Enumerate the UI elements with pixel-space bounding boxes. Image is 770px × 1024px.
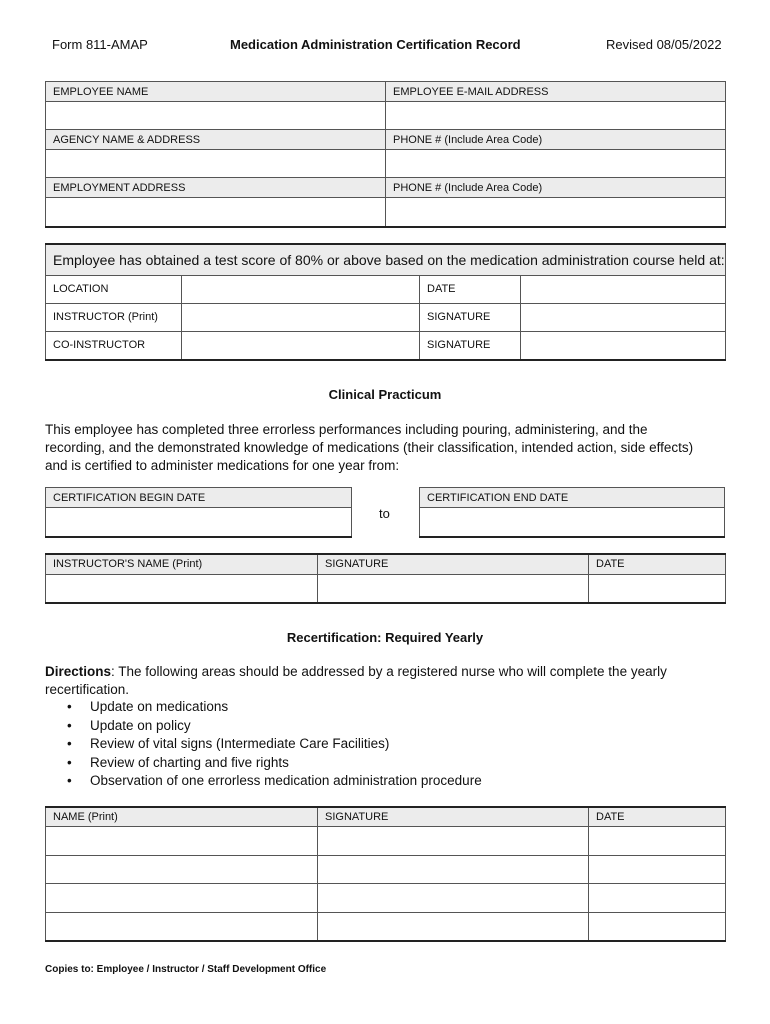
instructor-name-field[interactable] [46, 574, 318, 603]
recertification-signoff-table [45, 806, 726, 942]
phone-field-1[interactable] [386, 150, 726, 178]
table-row [46, 883, 726, 912]
page-title: Medication Administration Certification Record [230, 37, 521, 52]
begin-date-field[interactable] [46, 508, 352, 537]
date-label: DATE [589, 554, 726, 574]
name-label: NAME (Print) [46, 807, 318, 826]
directions-label: Directions [45, 664, 112, 679]
list-item: • Observation of one errorless medication administration procedure [45, 772, 745, 791]
to-label: to [379, 506, 390, 521]
directions-text-2: recertification. [45, 682, 130, 697]
signature-field[interactable] [318, 912, 589, 941]
co-instructor-signature-field[interactable] [521, 331, 726, 360]
employee-name-label: EMPLOYEE NAME [46, 82, 386, 102]
signature-label: SIGNATURE [318, 554, 589, 574]
location-field[interactable] [182, 275, 420, 303]
date-field[interactable] [589, 883, 726, 912]
form-number: Form 811-AMAP [52, 37, 148, 52]
instructor-signature-field[interactable] [521, 303, 726, 331]
practicum-line: recording, and the demonstrated knowledge of medications (their classification, intended action, side effects) [45, 440, 694, 455]
clinical-practicum-heading: Clinical Practicum [328, 387, 442, 402]
list-item: • Review of vital signs (Intermediate Care Facilities) [45, 735, 745, 754]
list-item: • Update on medications [45, 698, 745, 717]
practicum-line: This employee has completed three errorless performances including pouring, administering, and the [45, 422, 648, 437]
date-label: DATE [589, 807, 726, 826]
signature-label: SIGNATURE [420, 331, 521, 360]
employee-name-field[interactable] [46, 102, 386, 130]
table-row [46, 855, 726, 883]
instructor-name-label: INSTRUCTOR'S NAME (Print) [46, 554, 318, 574]
name-field[interactable] [46, 912, 318, 941]
table-row [46, 912, 726, 941]
signature-field[interactable] [318, 855, 589, 883]
employee-email-field[interactable] [386, 102, 726, 130]
instructor-field[interactable] [182, 303, 420, 331]
test-score-statement: Employee has obtained a test score of 80% or above based on the medication administration course held at: [46, 244, 726, 275]
end-date-label: CERTIFICATION END DATE [420, 488, 725, 508]
instructor-date-field[interactable] [589, 574, 726, 603]
table-row [46, 826, 726, 855]
list-item: • Update on policy [45, 717, 745, 736]
revised-date: Revised 08/05/2022 [606, 37, 722, 52]
date-field[interactable] [521, 275, 726, 303]
name-field[interactable] [46, 826, 318, 855]
agency-label: AGENCY NAME & ADDRESS [46, 130, 386, 150]
instructor-signoff-table [45, 553, 726, 604]
phone-label-1: PHONE # (Include Area Code) [386, 130, 726, 150]
phone-label-2: PHONE # (Include Area Code) [386, 178, 726, 198]
signature-label: SIGNATURE [420, 303, 521, 331]
employee-info-table [45, 81, 726, 228]
recertification-heading: Recertification: Required Yearly [286, 630, 484, 645]
date-field[interactable] [589, 855, 726, 883]
location-label: LOCATION [46, 275, 182, 303]
list-item: • Review of charting and five rights [45, 754, 745, 773]
copies-footer: Copies to: Employee / Instructor / Staff Development Office [45, 964, 327, 975]
employment-address-label: EMPLOYMENT ADDRESS [46, 178, 386, 198]
date-field[interactable] [589, 912, 726, 941]
phone-field-2[interactable] [386, 198, 726, 227]
instructor-label: INSTRUCTOR (Print) [46, 303, 182, 331]
date-field[interactable] [589, 826, 726, 855]
end-date-field[interactable] [420, 508, 725, 537]
certification-begin-table [45, 487, 352, 538]
signature-field[interactable] [318, 883, 589, 912]
name-field[interactable] [46, 855, 318, 883]
instructor-signature-field[interactable] [318, 574, 589, 603]
practicum-paragraph [45, 421, 745, 475]
signature-label: SIGNATURE [318, 807, 589, 826]
begin-date-label: CERTIFICATION BEGIN DATE [46, 488, 352, 508]
directions-paragraph [45, 663, 745, 699]
course-test-table [45, 243, 726, 361]
name-field[interactable] [46, 883, 318, 912]
practicum-line: and is certified to administer medications for one year from: [45, 458, 400, 473]
agency-field[interactable] [46, 150, 386, 178]
certification-end-table [419, 487, 725, 538]
employment-address-field[interactable] [46, 198, 386, 227]
signature-field[interactable] [318, 826, 589, 855]
directions-text: : The following areas should be addressed by a registered nurse who will complete the yearly [111, 664, 667, 679]
co-instructor-label: CO-INSTRUCTOR [46, 331, 182, 360]
co-instructor-field[interactable] [182, 331, 420, 360]
employee-email-label: EMPLOYEE E-MAIL ADDRESS [386, 82, 726, 102]
recertification-list [45, 698, 745, 791]
date-label: DATE [420, 275, 521, 303]
